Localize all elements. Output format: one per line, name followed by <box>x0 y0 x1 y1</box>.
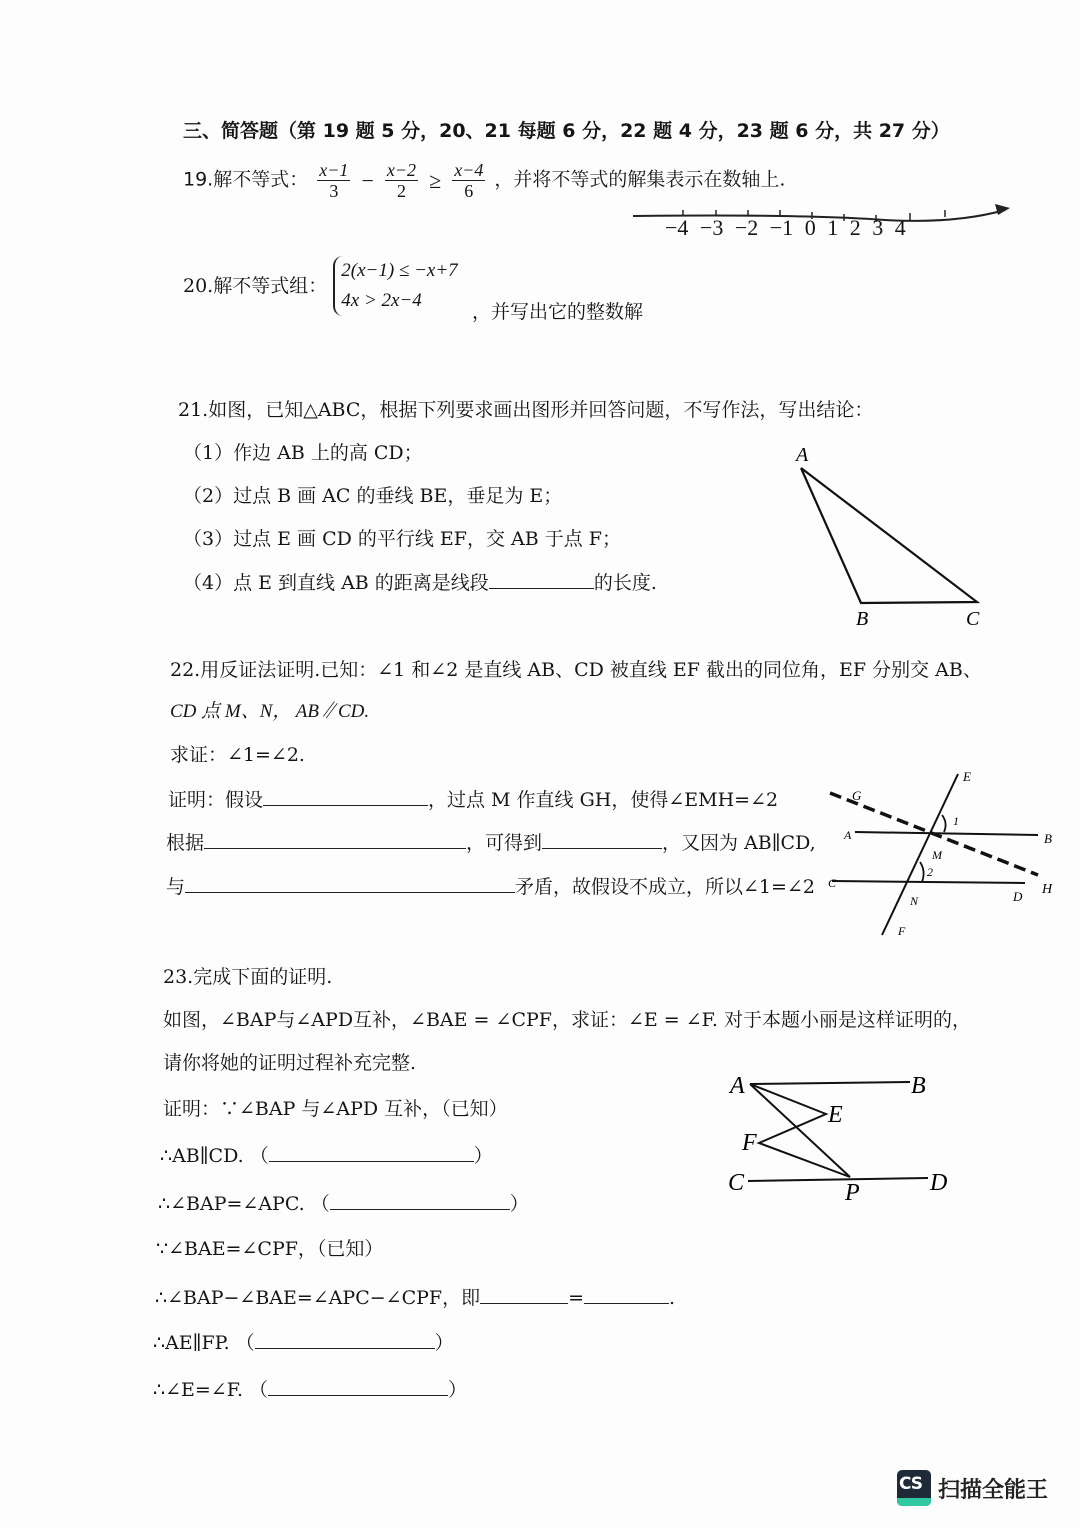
q23-step-5: ∴∠BAP−∠BAE=∠APC−∠CPF，即 = . <box>155 1287 676 1309</box>
q20-instruction: ，并写出它的整数解 <box>472 301 644 323</box>
fraction-1: $\frac{x-1}{3}$ <box>319 160 349 201</box>
camscanner-logo-icon: CS <box>897 1470 931 1506</box>
answer-blank[interactable] <box>263 787 428 806</box>
q22-proof-line-2: 根据 ，可得到 ，又因为 AB∥CD, <box>166 832 816 854</box>
q22-proof-line-3: 与 矛盾，故假设不成立，所以∠1=∠2 <box>166 876 815 898</box>
svg-text:C: C <box>966 608 980 630</box>
arrow-icon <box>995 204 1010 215</box>
svg-text:2: 2 <box>927 865 933 879</box>
number-line-labels: −4 −3 −2 −1 0 1 2 3 4 <box>665 215 906 240</box>
fraction-2: $\frac{x-2}{2}$ <box>386 160 417 201</box>
svg-text:C: C <box>828 876 837 890</box>
q23-stem-1: 如图，∠BAP与∠APD互补，∠BAE = ∠CPF，求证：∠E = ∠F. 对于本题小丽是这样证明的， <box>163 1009 971 1031</box>
fraction-3: $\frac{x-4}{6}$ <box>454 160 484 201</box>
svg-text:E: E <box>963 769 971 784</box>
q23-step-3: ∴∠BAP=∠APC. （ ） <box>158 1193 529 1215</box>
answer-blank[interactable] <box>480 1285 568 1304</box>
geq-sign: ≥ <box>429 167 442 193</box>
svg-text:A: A <box>796 444 809 466</box>
parallel-lines-figure <box>820 765 1060 945</box>
svg-text:B: B <box>911 1073 926 1099</box>
svg-text:A: A <box>730 1073 745 1099</box>
q23-stem-2: 请你将她的证明过程补充完整. <box>163 1052 417 1074</box>
q23-step-7: ∴∠E=∠F. （ ） <box>153 1379 468 1401</box>
svg-text:B: B <box>856 608 869 630</box>
svg-text:D: D <box>930 1170 948 1196</box>
section-title: 三、简答题（第 19 题 5 分，20、21 每题 6 分，22 题 4 分，23 题 6 分，共 27 分） <box>183 120 950 142</box>
q20-label: 20.解不等式组： <box>183 275 328 297</box>
answer-blank[interactable] <box>255 1330 435 1349</box>
svg-text:1: 1 <box>953 814 959 828</box>
answer-blank[interactable] <box>584 1285 669 1304</box>
answer-blank[interactable] <box>268 1377 448 1396</box>
q23-title: 23.完成下面的证明. <box>163 966 333 988</box>
q23-step-2: ∴AB∥CD. （ ） <box>160 1145 493 1167</box>
triangle-abc-figure <box>780 435 1000 635</box>
q21-item-1: （1）作边 AB 上的高 CD； <box>183 442 423 464</box>
q23-step-6: ∴AE∥FP. （ ） <box>153 1332 454 1354</box>
q21-stem: 21.如图，已知△ABC，根据下列要求画出图形并回答问题，不写作法，写出结论： <box>178 399 874 421</box>
question-20 <box>183 256 458 316</box>
q22-line-1: 22.用反证法证明.已知：∠1 和∠2 是直线 AB、CD 被直线 EF 截出的同位角，EF 分别交 AB、 <box>170 659 982 681</box>
q21-item-2: （2）过点 B 画 AC 的垂线 BE，垂足为 E； <box>183 485 563 507</box>
q21-item-4: （4）点 E 到直线 AB 的距离是线段 的长度. <box>183 572 657 594</box>
answer-blank[interactable] <box>489 570 594 589</box>
q21-item-3: （3）过点 E 画 CD 的平行线 EF，交 AB 于点 F； <box>183 528 621 550</box>
q23-step-4: ∵∠BAE=∠CPF，（已知） <box>156 1238 384 1260</box>
q22-prove: 求证：∠1=∠2. <box>170 744 305 766</box>
svg-text:B: B <box>1044 831 1052 846</box>
inequality-system: 2(x−1) ≤ −x+7 4x > 2x−4 <box>333 256 457 316</box>
answer-blank[interactable] <box>542 830 662 849</box>
q22-line-2: CD 点 M、N， AB∥CD. <box>170 701 370 722</box>
svg-text:C: C <box>728 1170 745 1196</box>
svg-text:N: N <box>910 894 919 908</box>
svg-text:P: P <box>845 1180 860 1206</box>
q19-label: 19.解不等式： <box>183 168 309 191</box>
answer-blank[interactable] <box>204 830 466 849</box>
answer-blank[interactable] <box>185 874 515 893</box>
svg-text:F: F <box>742 1130 757 1156</box>
question-19 <box>183 160 785 201</box>
answer-blank[interactable] <box>269 1143 474 1162</box>
svg-text:A: A <box>844 828 852 842</box>
svg-text:E: E <box>828 1102 843 1128</box>
q23-step-1: 证明：∵∠BAP 与∠APD 互补，（已知） <box>163 1098 508 1120</box>
q22-proof-line-1: 证明：假设 ，过点 M 作直线 GH，使得∠EMH=∠2 <box>168 789 779 811</box>
answer-blank[interactable] <box>330 1191 510 1210</box>
camscanner-watermark-text: 扫描全能王 <box>938 1478 1049 1503</box>
angle-proof-figure <box>715 1060 965 1210</box>
svg-text:G: G <box>852 788 862 803</box>
minus-sign: − <box>361 167 374 193</box>
q19-instruction: ，并将不等式的解集表示在数轴上. <box>494 168 786 191</box>
svg-text:D: D <box>1013 889 1023 904</box>
svg-text:H: H <box>1042 882 1053 897</box>
svg-text:F: F <box>898 924 906 938</box>
svg-text:M: M <box>932 848 942 862</box>
